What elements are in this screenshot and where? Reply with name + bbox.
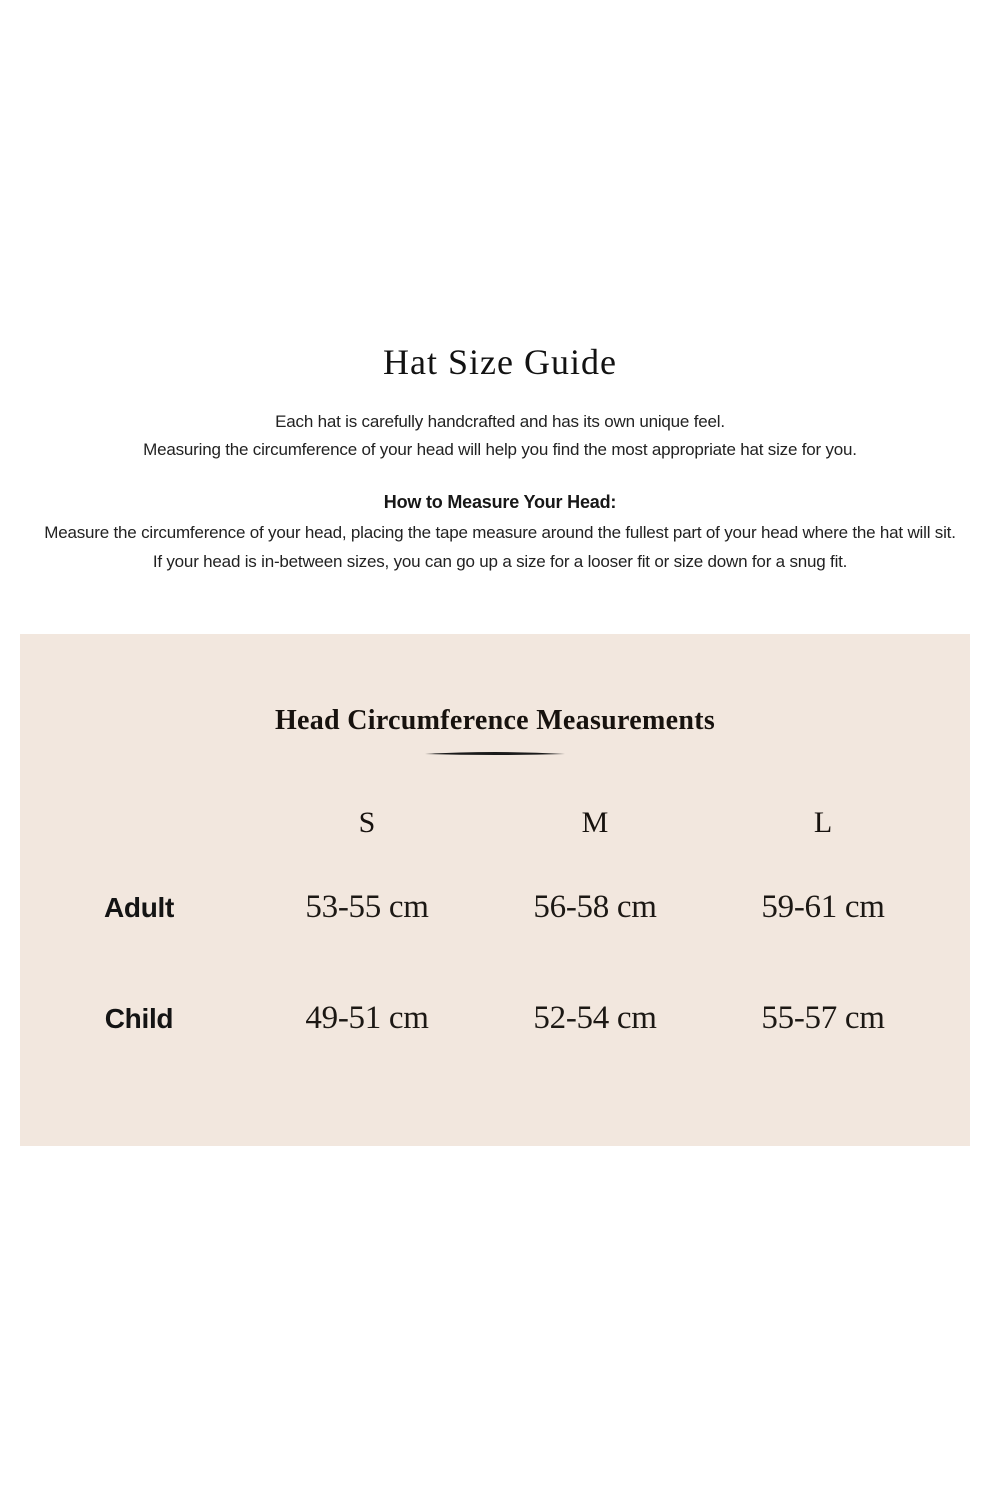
- row-label-child: Child: [104, 1003, 174, 1034]
- adult-size-l-value: 59-61 cm: [761, 889, 885, 925]
- how-to-measure-heading: How to Measure Your Head:: [383, 492, 617, 512]
- page-title: Hat Size Guide: [383, 342, 617, 382]
- table-row-child: [25, 1001, 937, 1036]
- size-table-header-row: [25, 808, 937, 838]
- measurements-heading: Head Circumference Measurements: [274, 705, 716, 736]
- adult-size-m-value: 56-58 cm: [533, 889, 657, 925]
- intro-text: [0, 408, 1000, 464]
- how-to-measure-line-2: If your head is in-between sizes, you can go up a size for a looser fit or size down for a snug fit.: [152, 552, 848, 571]
- column-header-m: M: [581, 806, 609, 839]
- how-to-measure-line-1: Measure the circumference of your head, placing the tape measure around the fullest part of your head where the hat will sit.: [44, 523, 956, 542]
- child-size-s-value: 49-51 cm: [305, 1000, 429, 1036]
- table-row-adult: [25, 890, 937, 925]
- child-size-m-value: 52-54 cm: [533, 1000, 657, 1036]
- intro-line-1: Each hat is carefully handcrafted and has its own unique feel.: [275, 412, 725, 431]
- adult-size-s-value: 53-55 cm: [305, 889, 429, 925]
- how-to-measure-text: [0, 518, 1000, 576]
- row-label-adult: Adult: [103, 892, 175, 923]
- size-table: [25, 808, 937, 1036]
- column-header-l: L: [813, 806, 833, 839]
- tapered-divider-line: [425, 750, 565, 758]
- intro-line-2: Measuring the circumference of your head will help you find the most appropriate hat size for you.: [143, 440, 857, 459]
- measurements-panel: [20, 634, 970, 1146]
- column-header-s: S: [358, 806, 376, 839]
- child-size-l-value: 55-57 cm: [761, 1000, 885, 1036]
